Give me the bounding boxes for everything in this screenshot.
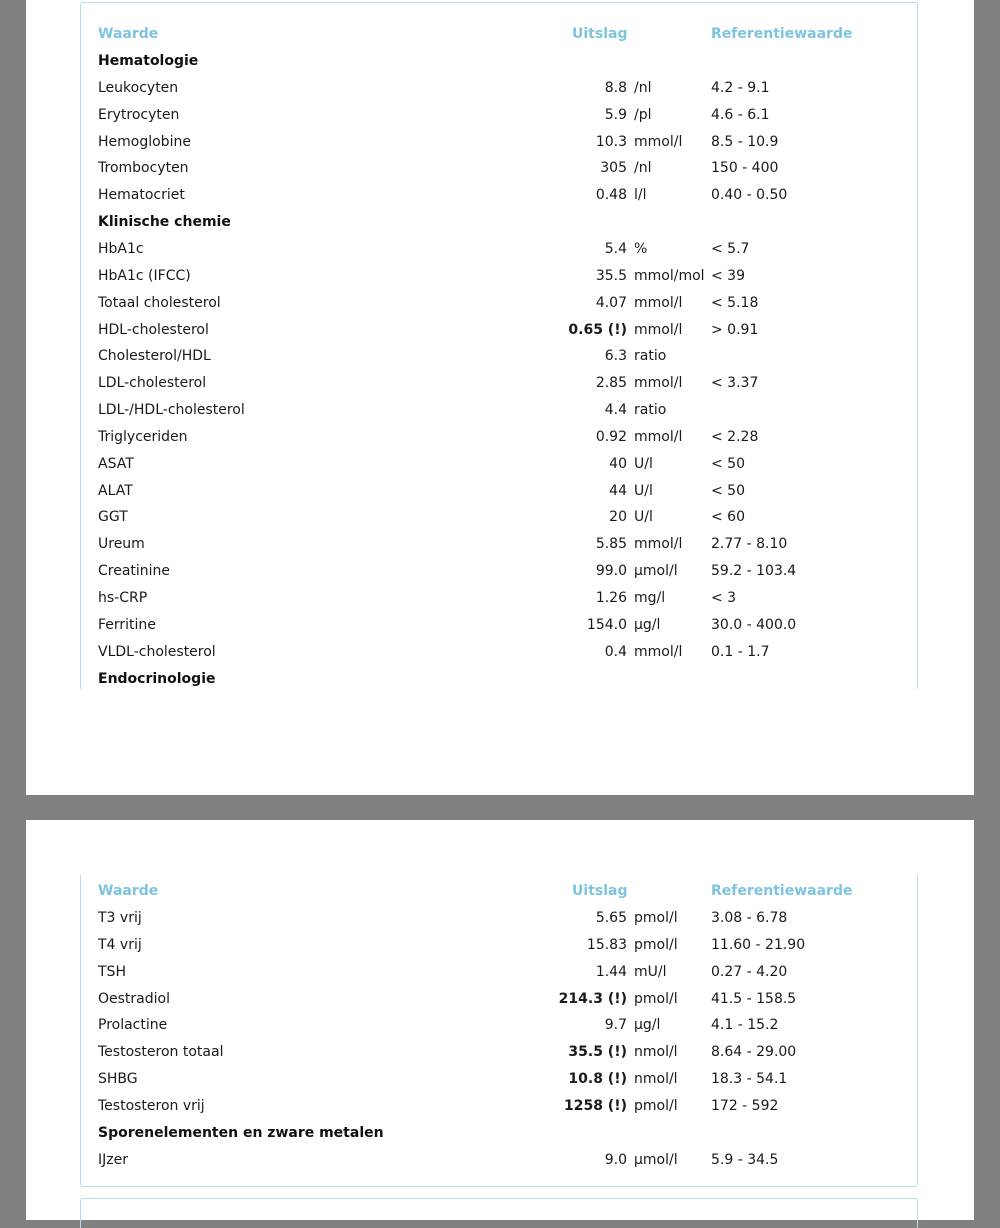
reference-range: < 39 [711, 267, 745, 284]
test-name: Cholesterol/HDL [98, 348, 211, 365]
result-value-flagged: 214.3 (!) [558, 990, 627, 1007]
document-page-1 [26, 0, 974, 795]
result-value: 5.65 [595, 910, 627, 926]
table-row [81, 558, 917, 585]
table-row [81, 986, 917, 1013]
reference-range: < 5.18 [711, 294, 759, 311]
result-unit: % [634, 240, 648, 257]
result-value: 4.4 [604, 402, 627, 419]
result-unit: nmol/l [634, 1071, 678, 1088]
result-unit: /pl [634, 106, 652, 123]
result-unit: mmol/l [634, 375, 683, 392]
result-value: 40 [609, 455, 627, 472]
table-row [81, 531, 917, 558]
test-name: Erytrocyten [98, 106, 180, 123]
result-value: 6.3 [604, 348, 627, 365]
test-name: IJzer [98, 1151, 128, 1168]
result-value: 0.48 [595, 187, 627, 204]
result-unit: /nl [634, 79, 652, 96]
table-header [81, 21, 917, 48]
result-unit: U/l [634, 455, 653, 472]
result-unit: U/l [634, 482, 653, 499]
reference-range: 4.2 - 9.1 [711, 79, 770, 96]
result-unit: µg/l [634, 1017, 661, 1034]
reference-range: < 50 [711, 482, 745, 499]
result-value: 5.9 [604, 106, 627, 123]
result-value: 0.92 [595, 428, 627, 445]
results-table-3 [80, 1198, 918, 1228]
table-row [81, 236, 917, 263]
column-header-reference: Referentiewaarde [711, 883, 853, 899]
table-row [81, 182, 917, 209]
result-value: 9.7 [604, 1017, 627, 1034]
result-value-flagged: 0.65 (!) [568, 321, 627, 338]
section-title: Hematologie [98, 53, 199, 69]
test-name: T3 vrij [98, 910, 142, 926]
result-value: 5.4 [604, 240, 627, 257]
result-value: 20 [609, 509, 627, 526]
test-name: Ureum [98, 536, 145, 553]
test-name: ASAT [98, 455, 134, 472]
results-table-1 [80, 2, 918, 689]
reference-range: < 5.7 [711, 240, 750, 257]
table-row [81, 1066, 917, 1093]
reference-range: 150 - 400 [711, 160, 779, 177]
result-unit: mmol/l [634, 643, 683, 660]
test-name: Hemoglobine [98, 133, 191, 150]
reference-range: 8.64 - 29.00 [711, 1044, 797, 1061]
test-name: TSH [98, 963, 126, 980]
table-row [81, 75, 917, 102]
reference-range: 3.08 - 6.78 [711, 910, 788, 926]
test-name: hs-CRP [98, 590, 148, 606]
test-name: Hematocriet [98, 187, 185, 204]
result-unit: pmol/l [634, 936, 678, 953]
table-row [81, 932, 917, 959]
test-name: HDL-cholesterol [98, 321, 209, 338]
result-value: 44 [609, 482, 627, 499]
result-value: 5.85 [595, 536, 627, 553]
reference-range: 59.2 - 103.4 [711, 563, 797, 580]
table-row [81, 397, 917, 424]
test-name: Prolactine [98, 1017, 168, 1034]
result-value: 99.0 [595, 563, 627, 580]
result-value: 9.0 [604, 1151, 627, 1168]
result-value: 1.44 [595, 963, 627, 980]
table-row [81, 155, 917, 182]
table-header [81, 878, 917, 905]
test-name: VLDL-cholesterol [98, 643, 216, 660]
table-row [81, 1093, 917, 1120]
column-header-result: Uitslag [572, 26, 628, 42]
result-unit: mU/l [634, 963, 667, 980]
reference-range: < 2.28 [711, 428, 759, 445]
reference-range: 0.1 - 1.7 [711, 643, 770, 660]
table-row [81, 585, 917, 612]
result-value-flagged: 10.8 (!) [568, 1071, 627, 1088]
test-name: T4 vrij [98, 936, 142, 953]
test-name: LDL-cholesterol [98, 375, 207, 392]
column-header-reference: Referentiewaarde [711, 26, 853, 42]
result-value: 0.4 [604, 643, 627, 660]
section-title: Klinische chemie [98, 214, 231, 231]
result-value: 154.0 [586, 616, 627, 633]
result-value: 305 [600, 160, 627, 177]
table-row [81, 263, 917, 290]
section-heading [81, 48, 917, 75]
test-name: Oestradiol [98, 990, 170, 1007]
reference-range: 11.60 - 21.90 [711, 936, 806, 953]
reference-range: 18.3 - 54.1 [711, 1071, 788, 1088]
table-row [81, 424, 917, 451]
result-unit: pmol/l [634, 1097, 678, 1114]
result-unit: mg/l [634, 590, 666, 606]
reference-range: 4.1 - 15.2 [711, 1017, 779, 1034]
reference-range: 5.9 - 34.5 [711, 1151, 779, 1168]
reference-range: 8.5 - 10.9 [711, 133, 779, 150]
result-value: 35.5 [595, 267, 627, 284]
result-unit: mmol/mol [634, 267, 705, 284]
table-row [81, 451, 917, 478]
test-name: Totaal cholesterol [98, 294, 221, 311]
table-row [81, 639, 917, 666]
table-row [81, 504, 917, 531]
section-heading [81, 1120, 917, 1147]
test-name: Testosteron totaal [98, 1044, 224, 1061]
section-title: Sporenelementen en zware metalen [98, 1124, 384, 1141]
result-value: 10.3 [595, 133, 627, 150]
reference-range: 172 - 592 [711, 1097, 779, 1114]
reference-range: 4.6 - 6.1 [711, 106, 770, 123]
reference-range: < 60 [711, 509, 745, 526]
table-row [81, 290, 917, 317]
result-unit: pmol/l [634, 990, 678, 1007]
column-header-result: Uitslag [572, 883, 628, 899]
table-row [81, 370, 917, 397]
reference-range: 0.27 - 4.20 [711, 963, 788, 980]
table-row [81, 343, 917, 370]
test-name: Trombocyten [98, 160, 189, 177]
test-name: GGT [98, 509, 128, 526]
result-value: 4.07 [595, 294, 627, 311]
reference-range: < 50 [711, 455, 745, 472]
table-row [81, 1039, 917, 1066]
result-value: 1.26 [595, 590, 627, 606]
column-header-name: Waarde [98, 883, 159, 899]
test-name: Testosteron vrij [98, 1097, 205, 1114]
table-row [81, 129, 917, 156]
result-unit: l/l [634, 187, 647, 204]
reference-range: 41.5 - 158.5 [711, 990, 797, 1007]
test-name: Ferritine [98, 616, 156, 633]
test-name: Creatinine [98, 563, 171, 580]
table-row [81, 959, 917, 986]
reference-range: 2.77 - 8.10 [711, 536, 788, 553]
table-row [81, 1012, 917, 1039]
table-row [81, 905, 917, 932]
table-row [81, 102, 917, 129]
results-table-2 [80, 875, 918, 1187]
result-unit: mmol/l [634, 133, 683, 150]
test-name: HbA1c (IFCC) [98, 267, 191, 284]
result-unit: ratio [634, 402, 667, 419]
table-row [81, 317, 917, 344]
test-name: LDL-/HDL-cholesterol [98, 402, 245, 419]
reference-range: < 3.37 [711, 375, 759, 392]
result-unit: /nl [634, 160, 652, 177]
result-value: 2.85 [595, 375, 627, 392]
test-name: Leukocyten [98, 79, 179, 96]
document-page-2 [26, 820, 974, 1220]
test-name: SHBG [98, 1071, 138, 1088]
result-unit: mmol/l [634, 428, 683, 445]
section-title: Endocrinologie [98, 670, 216, 687]
table-row [81, 478, 917, 505]
result-unit: µmol/l [634, 1151, 678, 1168]
result-unit: mmol/l [634, 294, 683, 311]
reference-range: 30.0 - 400.0 [711, 616, 797, 633]
result-unit: nmol/l [634, 1044, 678, 1061]
section-heading [81, 666, 917, 693]
table-row [81, 1147, 917, 1174]
result-unit: pmol/l [634, 910, 678, 926]
test-name: ALAT [98, 482, 133, 499]
result-unit: mmol/l [634, 536, 683, 553]
result-value: 15.83 [586, 936, 627, 953]
result-value-flagged: 35.5 (!) [568, 1044, 627, 1061]
result-unit: mmol/l [634, 321, 683, 338]
result-unit: µg/l [634, 616, 661, 633]
reference-range: > 0.91 [711, 321, 759, 338]
reference-range: < 3 [711, 590, 737, 606]
reference-range: 0.40 - 0.50 [711, 187, 788, 204]
test-name: HbA1c [98, 240, 144, 257]
test-name: Triglyceriden [98, 428, 188, 445]
column-header-name: Waarde [98, 26, 159, 42]
table-row [81, 612, 917, 639]
result-unit: ratio [634, 348, 667, 365]
section-heading [81, 209, 917, 236]
result-value: 8.8 [604, 79, 627, 96]
result-unit: U/l [634, 509, 653, 526]
result-value-flagged: 1258 (!) [563, 1097, 627, 1114]
result-unit: µmol/l [634, 563, 678, 580]
